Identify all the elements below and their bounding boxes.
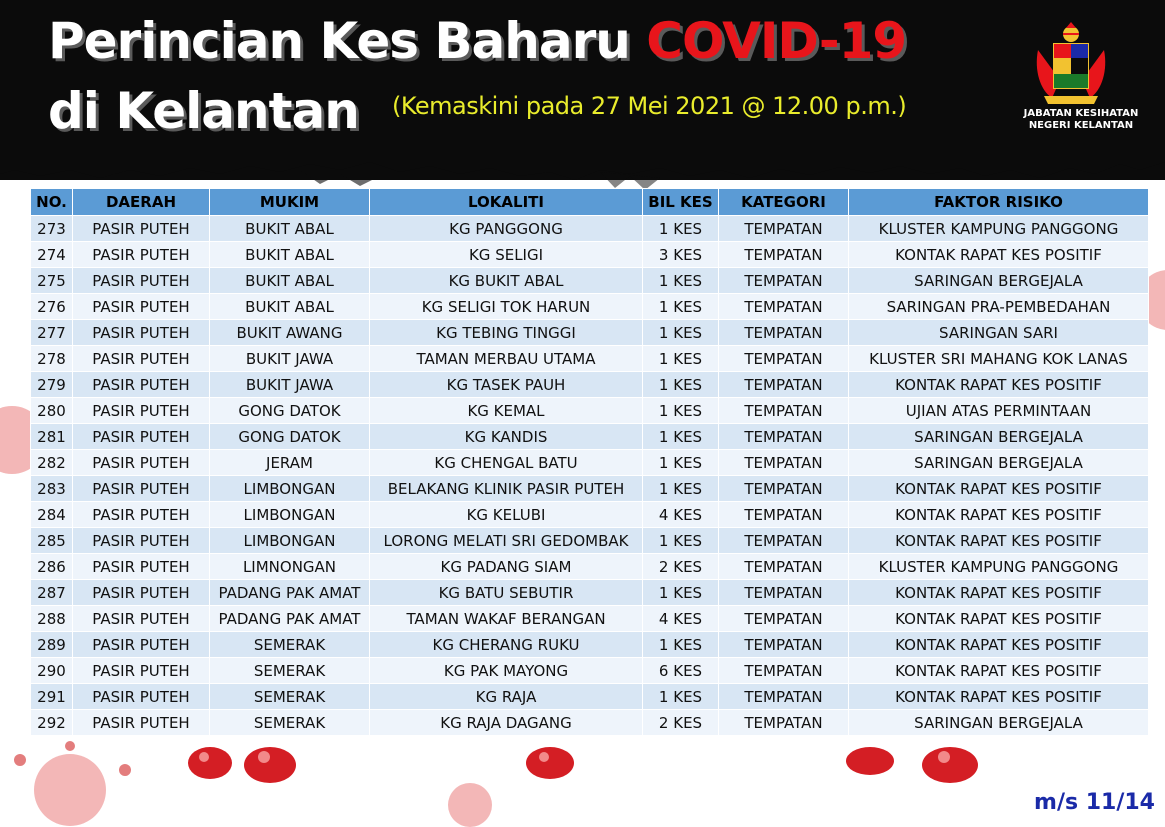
table-cell: 277 [31,320,73,346]
table-cell: KG PANGGONG [370,216,643,242]
table-cell: TEMPATAN [719,268,849,294]
table-cell: KONTAK RAPAT KES POSITIF [849,528,1149,554]
table-cell: SEMERAK [210,684,370,710]
table-cell: BUKIT ABAL [210,216,370,242]
table-cell: SARINGAN BERGEJALA [849,450,1149,476]
table-cell: 1 KES [643,216,719,242]
table-cell: LIMBONGAN [210,528,370,554]
table-cell: KG BATU SEBUTIR [370,580,643,606]
table-cell: BUKIT JAWA [210,346,370,372]
table-cell: KLUSTER KAMPUNG PANGGONG [849,554,1149,580]
table-cell: PASIR PUTEH [73,450,210,476]
table-cell: TEMPATAN [719,320,849,346]
table-cell: TAMAN WAKAF BERANGAN [370,606,643,632]
table-cell: 274 [31,242,73,268]
table-cell: TEMPATAN [719,554,849,580]
table-cell: 284 [31,502,73,528]
table-cell: SEMERAK [210,658,370,684]
table-cell: SARINGAN BERGEJALA [849,424,1149,450]
table-cell: KG TEBING TINGGI [370,320,643,346]
table-row [31,294,1149,320]
table-cell: SEMERAK [210,710,370,736]
table-cell: TEMPATAN [719,242,849,268]
table-cell: KLUSTER SRI MAHANG KOK LANAS [849,346,1149,372]
table-cell: 1 KES [643,398,719,424]
table-cell: PASIR PUTEH [73,502,210,528]
virus-icon [170,745,310,805]
table-cell: KG RAJA DAGANG [370,710,643,736]
table-cell: KLUSTER KAMPUNG PANGGONG [849,216,1149,242]
table-cell: 287 [31,580,73,606]
table-cell: PASIR PUTEH [73,320,210,346]
update-timestamp: (Kemaskini pada 27 Mei 2021 @ 12.00 p.m.) [392,92,907,120]
table-cell: SARINGAN SARI [849,320,1149,346]
table-cell: 4 KES [643,502,719,528]
table-cell: 275 [31,268,73,294]
table-cell: PASIR PUTEH [73,476,210,502]
table-row [31,450,1149,476]
table-header-row [31,189,1149,216]
virus-icon [410,745,610,827]
table-row [31,242,1149,268]
table-cell: PASIR PUTEH [73,346,210,372]
table-cell: 282 [31,450,73,476]
table-row [31,658,1149,684]
table-cell: TEMPATAN [719,502,849,528]
table-body [31,216,1149,736]
table-row [31,528,1149,554]
table-cell: BUKIT JAWA [210,372,370,398]
table-cell: TEMPATAN [719,476,849,502]
table-cell: LIMNONGAN [210,554,370,580]
table-cell: TEMPATAN [719,346,849,372]
table-cell: KG CHERANG RUKU [370,632,643,658]
table-cell: PASIR PUTEH [73,216,210,242]
table-row [31,502,1149,528]
virus-icon [820,745,1000,805]
table-cell: KONTAK RAPAT KES POSITIF [849,580,1149,606]
table-cell: 280 [31,398,73,424]
table-cell: 276 [31,294,73,320]
table-cell: PASIR PUTEH [73,554,210,580]
table-cell: GONG DATOK [210,424,370,450]
page-number: m/s 11/14 [1034,790,1155,815]
table-cell: TEMPATAN [719,294,849,320]
title-highlight: COVID-19 [646,12,907,70]
table-row [31,268,1149,294]
table-cell: 281 [31,424,73,450]
table-row [31,424,1149,450]
table-row [31,554,1149,580]
table-cell: PASIR PUTEH [73,424,210,450]
department-line2: NEGERI KELANTAN [1028,120,1134,131]
table-cell: 1 KES [643,346,719,372]
table-cell: 1 KES [643,424,719,450]
table-cell: SARINGAN BERGEJALA [849,268,1149,294]
table-cell: UJIAN ATAS PERMINTAAN [849,398,1149,424]
table-cell: 1 KES [643,580,719,606]
table-cell: PASIR PUTEH [73,710,210,736]
table-row [31,606,1149,632]
table-cell: JERAM [210,450,370,476]
page-title [48,6,906,76]
table-cell: PASIR PUTEH [73,606,210,632]
table-cell: KG BUKIT ABAL [370,268,643,294]
table-row [31,632,1149,658]
table-row [31,372,1149,398]
coat-of-arms-icon [1030,20,1112,108]
column-header: FAKTOR RISIKO [849,189,1149,216]
column-header: KATEGORI [719,189,849,216]
table-cell: 1 KES [643,632,719,658]
table-cell: BUKIT ABAL [210,242,370,268]
table-cell: TEMPATAN [719,372,849,398]
table-cell: KONTAK RAPAT KES POSITIF [849,632,1149,658]
table-cell: BUKIT AWANG [210,320,370,346]
table-cell: TEMPATAN [719,216,849,242]
table-cell: PASIR PUTEH [73,632,210,658]
table-cell: 1 KES [643,320,719,346]
table-cell: KONTAK RAPAT KES POSITIF [849,684,1149,710]
column-header: LOKALITI [370,189,643,216]
table-row [31,684,1149,710]
table-row [31,346,1149,372]
table-cell: KONTAK RAPAT KES POSITIF [849,476,1149,502]
table-cell: SEMERAK [210,632,370,658]
table-cell: 292 [31,710,73,736]
table-cell: 289 [31,632,73,658]
table-cell: KONTAK RAPAT KES POSITIF [849,242,1149,268]
table-cell: KG PADANG SIAM [370,554,643,580]
department-name [1004,108,1158,132]
table-cell: 285 [31,528,73,554]
column-header: DAERAH [73,189,210,216]
table-cell: KG CHENGAL BATU [370,450,643,476]
table-cell: 279 [31,372,73,398]
table-cell: BELAKANG KLINIK PASIR PUTEH [370,476,643,502]
table-cell: KG KELUBI [370,502,643,528]
table-cell: KONTAK RAPAT KES POSITIF [849,372,1149,398]
table-cell: 1 KES [643,268,719,294]
table-cell: PASIR PUTEH [73,372,210,398]
table-cell: SARINGAN PRA-PEMBEDAHAN [849,294,1149,320]
table-cell: TEMPATAN [719,424,849,450]
table-cell: BUKIT ABAL [210,294,370,320]
table-cell: LIMBONGAN [210,502,370,528]
table-cell: TEMPATAN [719,684,849,710]
table-cell: 288 [31,606,73,632]
case-table [30,188,1149,736]
department-line1: JABATAN KESIHATAN [1023,108,1139,119]
table-row [31,476,1149,502]
table-cell: TEMPATAN [719,606,849,632]
column-header: NO. [31,189,73,216]
table-cell: PASIR PUTEH [73,528,210,554]
table-cell: KG TASEK PAUH [370,372,643,398]
table-cell: SARINGAN BERGEJALA [849,710,1149,736]
table-row [31,320,1149,346]
table-cell: 286 [31,554,73,580]
table-cell: 278 [31,346,73,372]
table-cell: GONG DATOK [210,398,370,424]
table-cell: 283 [31,476,73,502]
virus-icon [0,740,160,827]
table-cell: PASIR PUTEH [73,658,210,684]
title-part1: Perincian Kes Baharu [48,12,647,70]
table-cell: 1 KES [643,294,719,320]
table-cell: TEMPATAN [719,710,849,736]
table-cell: KONTAK RAPAT KES POSITIF [849,502,1149,528]
table-cell: 1 KES [643,684,719,710]
table-row [31,398,1149,424]
table-cell: 1 KES [643,372,719,398]
table-cell: PASIR PUTEH [73,268,210,294]
column-header: MUKIM [210,189,370,216]
table-cell: 1 KES [643,528,719,554]
table-cell: 4 KES [643,606,719,632]
table-cell: BUKIT ABAL [210,268,370,294]
table-cell: 290 [31,658,73,684]
table-cell: PASIR PUTEH [73,684,210,710]
column-header: BIL KES [643,189,719,216]
table-cell: KG SELIGI [370,242,643,268]
table-cell: PASIR PUTEH [73,294,210,320]
table-cell: TEMPATAN [719,450,849,476]
page-title-line2: di Kelantan [48,82,359,140]
table-cell: PASIR PUTEH [73,580,210,606]
table-cell: TEMPATAN [719,658,849,684]
table-row [31,216,1149,242]
table-cell: KG KANDIS [370,424,643,450]
table-cell: KG PAK MAYONG [370,658,643,684]
table-cell: KG RAJA [370,684,643,710]
table-cell: 1 KES [643,476,719,502]
table-cell: KG SELIGI TOK HARUN [370,294,643,320]
table-cell: TEMPATAN [719,528,849,554]
table-cell: 273 [31,216,73,242]
table-cell: 2 KES [643,710,719,736]
table-cell: 1 KES [643,450,719,476]
table-cell: KG KEMAL [370,398,643,424]
table-cell: TAMAN MERBAU UTAMA [370,346,643,372]
table-row [31,580,1149,606]
table-cell: PASIR PUTEH [73,242,210,268]
table-cell: TEMPATAN [719,580,849,606]
table-cell: 6 KES [643,658,719,684]
table-cell: TEMPATAN [719,632,849,658]
table-cell: 2 KES [643,554,719,580]
table-cell: LORONG MELATI SRI GEDOMBAK [370,528,643,554]
table-cell: PADANG PAK AMAT [210,580,370,606]
table-cell: KONTAK RAPAT KES POSITIF [849,658,1149,684]
table-cell: TEMPATAN [719,398,849,424]
table-cell: 291 [31,684,73,710]
table-cell: LIMBONGAN [210,476,370,502]
table-row [31,710,1149,736]
table-cell: PADANG PAK AMAT [210,606,370,632]
table-cell: PASIR PUTEH [73,398,210,424]
table-cell: 3 KES [643,242,719,268]
table-cell: KONTAK RAPAT KES POSITIF [849,606,1149,632]
